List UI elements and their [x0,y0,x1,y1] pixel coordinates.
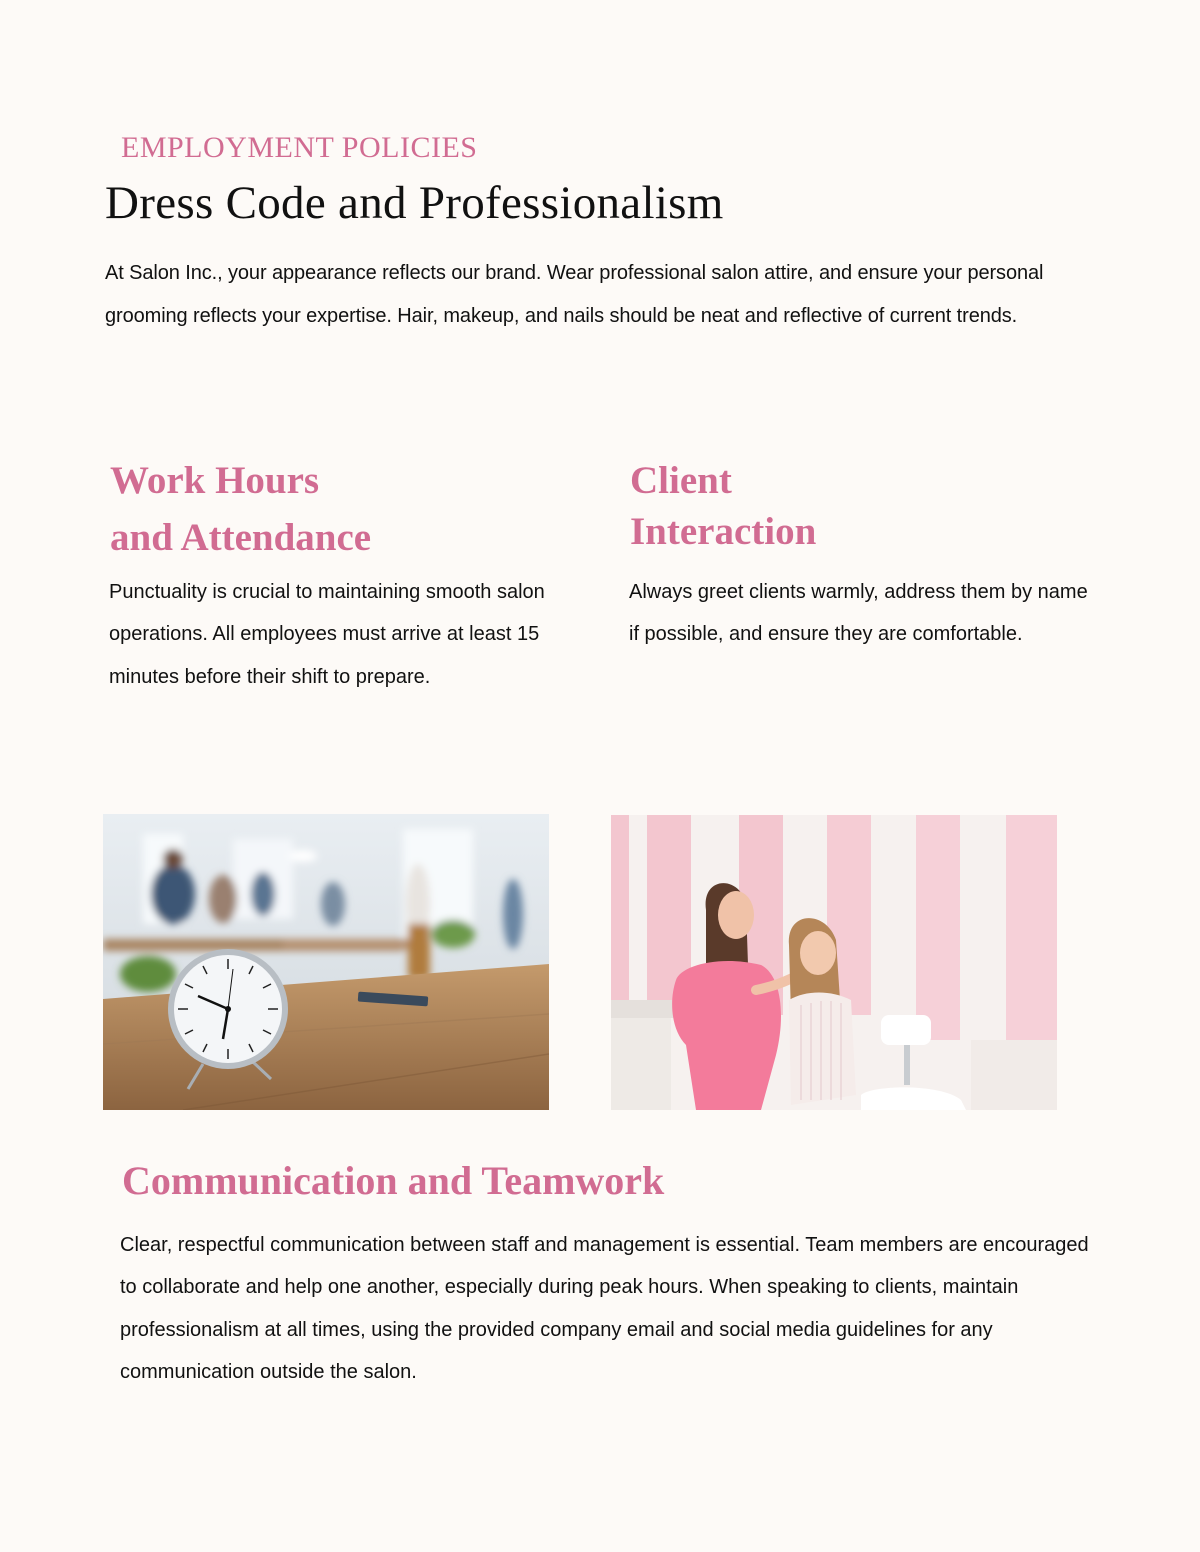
section-eyebrow: EMPLOYMENT POLICIES [121,131,478,164]
client-interaction-heading [630,455,1070,557]
work-hours-heading-line2: and Attendance [110,516,372,559]
client-interaction-heading-line2: Interaction [630,510,817,553]
work-hours-heading-line1: Work Hours [110,459,320,502]
salon-makeup-illustration [611,815,1057,1110]
client-interaction-body: Always greet clients warmly, address them by name if possible, and ensure they are comfortable. [629,581,1088,646]
work-hours-body: Punctuality is crucial to maintaining smooth salon operations. All employees must arrive at least 15 minutes before their shift to prepare. [109,581,545,688]
communication-heading: Communication and Teamwork [122,1158,665,1203]
client-interaction-heading-line1: Client [630,459,732,502]
alarm-clock-photo [103,814,549,1110]
work-hours-heading [110,452,570,566]
communication-body: Clear, respectful communication between staff and management is essential. Team members are encouraged to collaborate and help one another, especially during peak hours. When speaking to clients, maintain professionalism at all times, using the provided company email and social media guidelines for any communication outside the salon. [120,1234,1089,1383]
intro-paragraph: At Salon Inc., your appearance reflects our brand. Wear professional salon attire, and ensure your personal grooming reflects your expertise. Hair, makeup, and nails should be neat and reflective of current trends. [105,262,1044,327]
alarm-clock-illustration [103,814,549,1110]
salon-makeup-photo [611,815,1057,1110]
page-title: Dress Code and Professionalism [105,177,724,229]
